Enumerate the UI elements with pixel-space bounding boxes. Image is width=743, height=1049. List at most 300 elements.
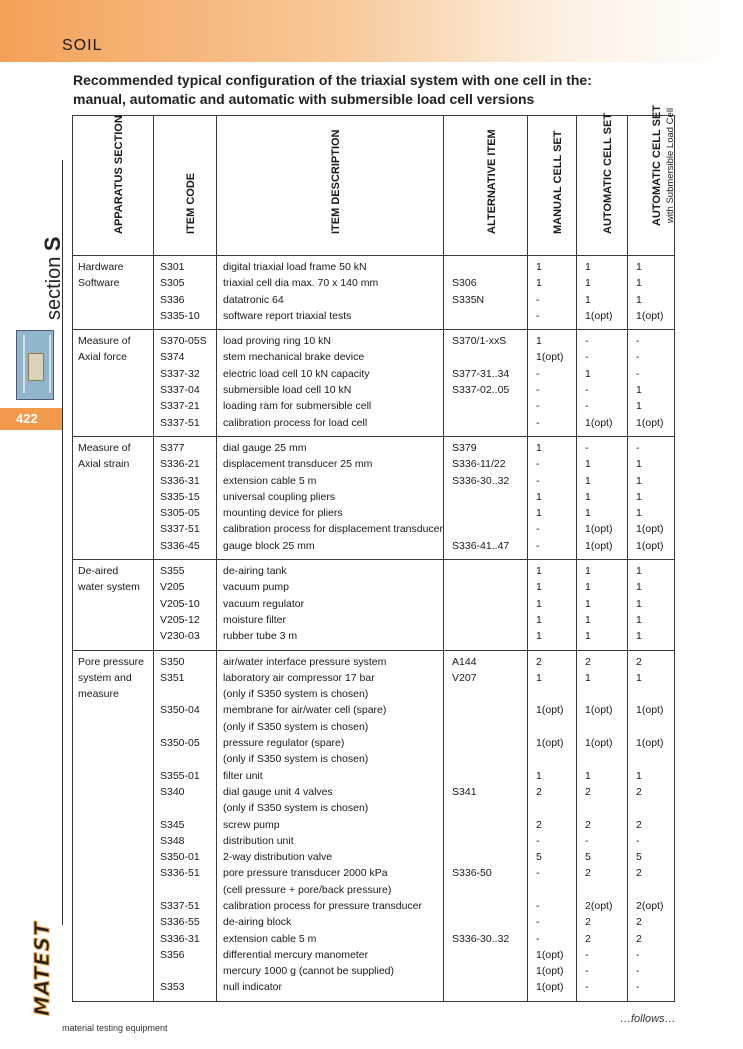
cell-manual: [528, 256, 577, 330]
cell-line: 1(opt): [536, 704, 564, 717]
cell-line: [452, 628, 527, 644]
cell-automatic: [577, 330, 628, 437]
cell-line: (only if S350 system is chosen): [223, 802, 369, 815]
cell-line: 1: [636, 581, 642, 594]
cell-line: Hardware: [78, 261, 124, 273]
cell-line: S377-31..34: [452, 367, 510, 380]
cell-line: S337-02..05: [452, 384, 510, 397]
cell-line: [452, 505, 527, 521]
cell-line: 1: [536, 613, 542, 626]
cell-line: 1: [636, 490, 642, 503]
cell-line: extension cable 5 m: [223, 932, 317, 945]
cell-line: S350-04: [160, 704, 200, 717]
cell-submersible: [628, 330, 675, 437]
cell-line: -: [585, 948, 589, 961]
cell-line: 1: [585, 261, 591, 273]
cell-line: Axial force: [78, 351, 128, 364]
cell-line: S335-15: [160, 490, 200, 503]
cell-line: pore pressure transducer 2000 kPa: [223, 867, 388, 880]
cell-line: [636, 751, 674, 767]
cell-line: de-airing block: [223, 916, 292, 929]
cell-line: 2: [636, 818, 642, 831]
table-row: [73, 436, 675, 559]
cell-line: S336-51: [160, 867, 200, 880]
cell-line: 1: [536, 490, 542, 503]
cell-line: S306: [452, 277, 477, 290]
cell-item-code: [154, 560, 217, 650]
cell-line: [452, 259, 527, 275]
cell-line: 1: [536, 277, 542, 290]
cell-line: -: [585, 834, 589, 847]
follows-note: …follows…: [620, 1013, 676, 1025]
cell-line: 1(opt): [636, 309, 664, 322]
cell-line: null indicator: [223, 981, 282, 994]
cell-line: 1: [636, 565, 642, 578]
cell-line: V207: [452, 671, 477, 684]
cell-line: -: [536, 867, 540, 880]
cell-line: [452, 849, 527, 865]
cell-line: [636, 882, 674, 898]
cell-line: [585, 719, 627, 735]
cell-line: -: [585, 441, 589, 454]
cell-line: S337-21: [160, 400, 200, 413]
cell-line: [636, 686, 674, 702]
cell-line: 1(opt): [585, 416, 613, 429]
cell-line: S348: [160, 834, 185, 847]
cell-line: displacement transducer 25 mm: [223, 458, 373, 471]
cell-line: 2: [585, 932, 591, 945]
cell-line: S355: [160, 565, 185, 578]
cell-line: 2: [585, 818, 591, 831]
cell-line: 2: [585, 785, 591, 798]
cell-line: [636, 800, 674, 816]
table-row: [73, 330, 675, 437]
cell-line: S370-05S: [160, 335, 207, 348]
cell-line: rubber tube 3 m: [223, 630, 298, 643]
cell-line: dial gauge 25 mm: [223, 441, 307, 454]
cell-line: [452, 563, 527, 579]
cell-line: 1: [636, 474, 642, 487]
cell-line: -: [585, 335, 589, 348]
cell-line: S355-01: [160, 769, 200, 782]
cell-line: -: [636, 948, 640, 961]
configuration-table: [72, 105, 677, 1002]
cell-line: S336-31: [160, 932, 200, 945]
cell-line: 1: [585, 565, 591, 578]
cell-section: [73, 560, 154, 650]
cell-line: S336-50: [452, 867, 492, 880]
cell-line: S379: [452, 441, 477, 454]
cell-line: stem mechanical brake device: [223, 351, 365, 364]
cell-line: 1: [536, 565, 542, 578]
cell-line: extension cable 5 m: [223, 474, 317, 487]
cell-line: vacuum pump: [223, 581, 289, 594]
cell-line: [452, 489, 527, 505]
cell-line: software report triaxial tests: [223, 309, 352, 322]
matest-logo: MATEST: [30, 921, 54, 1016]
cell-line: -: [636, 441, 640, 454]
cell-line: pressure regulator (spare): [223, 737, 345, 750]
cell-line: V205: [160, 581, 185, 594]
cell-line: S350-01: [160, 851, 200, 864]
cell-line: [452, 415, 527, 431]
cell-line: S350-05: [160, 737, 200, 750]
page-title: [73, 71, 693, 109]
cell-line: 1: [536, 597, 542, 610]
cell-automatic: [577, 560, 628, 650]
cell-line: 2(opt): [636, 899, 664, 912]
cell-line: 1: [636, 507, 642, 520]
cell-line: [452, 686, 527, 702]
cell-line: (cell pressure + pore/back pressure): [223, 883, 392, 896]
cell-line: 1(opt): [536, 981, 564, 994]
cell-line: S335-10: [160, 309, 200, 322]
cell-line: [160, 963, 216, 979]
cell-line: 1: [636, 671, 642, 684]
cell-line: -: [536, 384, 540, 397]
cell-line: S336-30..32: [452, 932, 510, 945]
col-automatic-submersible: AUTOMATIC CELL SET with Submersible Load Cell: [628, 116, 675, 256]
cell-line: -: [585, 400, 589, 413]
cell-line: 1: [636, 613, 642, 626]
cell-line: S336-11/22: [452, 458, 506, 471]
cell-line: 2: [585, 916, 591, 929]
cell-line: 1: [536, 335, 542, 348]
cell-line: S335N: [452, 293, 485, 306]
cell-line: [452, 914, 527, 930]
cell-line: 1: [585, 630, 591, 643]
cell-line: [452, 768, 527, 784]
cell-line: [452, 898, 527, 914]
cell-line: 1(opt): [636, 704, 664, 717]
cell-line: 1: [536, 769, 542, 782]
cell-line: submersible load cell 10 kN: [223, 384, 352, 397]
cell-line: -: [536, 523, 540, 536]
cell-line: -: [536, 539, 540, 552]
title-line-1: Recommended typical configuration of the triaxial system with one cell in the:: [73, 72, 592, 88]
cell-line: dial gauge unit 4 valves: [223, 785, 333, 798]
cell-line: 1: [585, 507, 591, 520]
cell-line: [160, 686, 216, 702]
cell-line: S337-04: [160, 384, 200, 397]
cell-submersible: [628, 436, 675, 559]
cell-item-code: [154, 650, 217, 1001]
triaxial-cell-photo: [16, 330, 54, 400]
cell-line: 1(opt): [536, 965, 564, 978]
cell-line: S336-41..47: [452, 539, 510, 552]
cell-line: S353: [160, 981, 185, 994]
cell-line: -: [636, 351, 640, 364]
cell-line: [536, 686, 576, 702]
cell-line: mercury 1000 g (cannot be supplied): [223, 965, 395, 978]
cell-line: 1: [636, 277, 642, 290]
cell-line: S351: [160, 671, 185, 684]
configuration-table-wrapper: [72, 105, 677, 1002]
cell-line: A144: [452, 655, 477, 668]
cell-line: [536, 800, 576, 816]
cell-line: 1: [585, 474, 591, 487]
table-row: [73, 256, 675, 330]
cell-line: (only if S350 system is chosen): [223, 688, 369, 701]
cell-manual: [528, 436, 577, 559]
cell-line: [452, 612, 527, 628]
cell-line: 1(opt): [536, 351, 564, 364]
cell-line: -: [536, 293, 540, 306]
cell-line: -: [536, 474, 540, 487]
cell-line: 1: [636, 769, 642, 782]
cell-line: Measure of: [78, 335, 131, 348]
cell-line: water system: [78, 581, 140, 594]
cell-line: 1: [636, 630, 642, 643]
cell-line: [452, 719, 527, 735]
cell-line: [160, 800, 216, 816]
cell-line: -: [536, 458, 540, 471]
cell-line: triaxial cell dia max. 70 x 140 mm: [223, 277, 379, 290]
cell-line: electric load cell 10 kN capacity: [223, 367, 370, 380]
cell-line: [452, 521, 527, 537]
cell-line: 1(opt): [585, 704, 613, 717]
cell-line: load proving ring 10 kN: [223, 335, 331, 348]
cell-line: 1(opt): [636, 737, 664, 750]
cell-line: moisture filter: [223, 613, 287, 626]
cell-line: gauge block 25 mm: [223, 539, 315, 552]
cell-line: [452, 596, 527, 612]
cell-item-code: [154, 256, 217, 330]
cell-line: S350: [160, 655, 185, 668]
cell-line: 1: [636, 293, 642, 306]
cell-line: S337-51: [160, 899, 200, 912]
cell-line: -: [636, 335, 640, 348]
cell-description: [217, 436, 444, 559]
cell-line: differential mercury manometer: [223, 948, 369, 961]
cell-line: De-aired: [78, 565, 119, 578]
cell-line: 1: [636, 458, 642, 471]
cell-line: 1: [636, 597, 642, 610]
cell-line: 1: [585, 490, 591, 503]
cell-line: 1: [585, 581, 591, 594]
cell-section: [73, 436, 154, 559]
cell-line: 1: [536, 261, 542, 273]
cell-line: -: [536, 916, 540, 929]
cell-line: [452, 349, 527, 365]
cell-line: [452, 751, 527, 767]
col-item-description: ITEM DESCRIPTION: [217, 116, 444, 256]
cell-line: air/water interface pressure system: [223, 655, 387, 668]
cell-line: 1: [585, 769, 591, 782]
cell-line: 2: [636, 867, 642, 880]
cell-alternative: [444, 436, 528, 559]
cell-description: [217, 560, 444, 650]
cell-line: -: [536, 416, 540, 429]
cell-description: [217, 330, 444, 437]
cell-line: 1: [636, 261, 642, 273]
cell-line: [452, 979, 527, 995]
cell-line: membrane for air/water cell (spare): [223, 704, 387, 717]
cell-line: S336: [160, 293, 185, 306]
cell-line: 1(opt): [536, 948, 564, 961]
cell-section: [73, 650, 154, 1001]
cell-line: 1: [636, 384, 642, 397]
cell-alternative: [444, 650, 528, 1001]
cell-line: S337-32: [160, 367, 200, 380]
cell-line: 1: [585, 293, 591, 306]
cell-line: -: [585, 384, 589, 397]
cell-line: screw pump: [223, 818, 280, 831]
title-line-2: manual, automatic and automatic with submersible load cell versions: [73, 91, 535, 107]
cell-line: 2-way distribution valve: [223, 851, 333, 864]
section-label: [40, 236, 66, 320]
cell-line: [452, 882, 527, 898]
cell-line: S374: [160, 351, 185, 364]
cell-line: 1: [536, 581, 542, 594]
cell-automatic: [577, 256, 628, 330]
cell-line: 5: [636, 851, 642, 864]
section-letter: S: [40, 236, 65, 252]
cell-line: 1: [636, 400, 642, 413]
cell-line: 1: [536, 671, 542, 684]
cell-section: [73, 256, 154, 330]
cell-line: 1: [585, 458, 591, 471]
cell-line: [160, 751, 216, 767]
cell-line: mounting device for pliers: [223, 507, 343, 520]
col-automatic-cell-set: AUTOMATIC CELL SET: [577, 116, 628, 256]
cell-manual: [528, 560, 577, 650]
cell-line: 1(opt): [636, 523, 664, 536]
cell-line: [160, 719, 216, 735]
col-apparatus-section: APPARATUS SECTION: [73, 116, 154, 256]
cell-line: [585, 800, 627, 816]
cell-line: S336-45: [160, 539, 200, 552]
cell-line: 2: [636, 916, 642, 929]
cell-line: S305: [160, 277, 185, 290]
cell-line: [585, 882, 627, 898]
cell-alternative: [444, 330, 528, 437]
table-row: [73, 560, 675, 650]
cell-line: 1: [536, 507, 542, 520]
cell-line: S336-21: [160, 458, 200, 471]
cell-line: 1(opt): [585, 523, 613, 536]
cell-line: [452, 800, 527, 816]
cell-line: S370/1-xxS: [452, 335, 507, 348]
cell-line: -: [636, 965, 640, 978]
cell-line: [452, 947, 527, 963]
cell-line: S336-30..32: [452, 474, 510, 487]
cell-line: -: [585, 981, 589, 994]
cell-line: universal coupling pliers: [223, 490, 336, 503]
cell-automatic: [577, 650, 628, 1001]
cell-line: -: [536, 400, 540, 413]
col-manual-cell-set: MANUAL CELL SET: [528, 116, 577, 256]
page-number: 422: [0, 408, 62, 430]
cell-line: distribution unit: [223, 834, 294, 847]
cell-line: 1(opt): [585, 539, 613, 552]
cell-line: 1(opt): [636, 416, 664, 429]
cell-line: [536, 751, 576, 767]
cell-line: [585, 686, 627, 702]
cell-line: filter unit: [223, 769, 263, 782]
cell-line: -: [585, 965, 589, 978]
cell-line: calibration process for displacement transducer: [223, 523, 444, 536]
cell-line: [452, 735, 527, 751]
cell-line: 2: [536, 818, 542, 831]
cell-line: [452, 579, 527, 595]
cell-line: [452, 308, 527, 324]
cell-line: 2(opt): [585, 899, 613, 912]
cell-manual: [528, 330, 577, 437]
cell-line: 2: [636, 932, 642, 945]
table-row: [73, 650, 675, 1001]
cell-line: V230-03: [160, 630, 200, 643]
cell-line: S305-05: [160, 507, 200, 520]
cell-line: 2: [536, 655, 542, 668]
cell-line: 1: [585, 277, 591, 290]
cell-line: [452, 702, 527, 718]
cell-automatic: [577, 436, 628, 559]
cell-line: [452, 833, 527, 849]
cell-line: 2: [536, 785, 542, 798]
cell-line: S345: [160, 818, 185, 831]
cell-line: -: [536, 834, 540, 847]
cell-line: S340: [160, 785, 185, 798]
cell-line: [536, 882, 576, 898]
cell-line: [636, 719, 674, 735]
cell-line: 5: [585, 851, 591, 864]
cell-line: 2: [585, 867, 591, 880]
cell-line: [536, 719, 576, 735]
table-header-row: [73, 116, 675, 256]
cell-submersible: [628, 560, 675, 650]
cell-line: vacuum regulator: [223, 597, 305, 610]
cell-line: (only if S350 system is chosen): [223, 720, 369, 733]
cell-line: 1: [585, 671, 591, 684]
cell-line: [160, 882, 216, 898]
cell-line: -: [536, 367, 540, 380]
cell-line: system and: [78, 671, 132, 684]
cell-line: 5: [536, 851, 542, 864]
cell-line: S341: [452, 785, 477, 798]
cell-line: de-airing tank: [223, 565, 287, 578]
cell-line: V205-12: [160, 613, 200, 626]
cell-line: Axial strain: [78, 458, 130, 471]
col-item-code: ITEM CODE: [154, 116, 217, 256]
cell-line: S337-51: [160, 523, 200, 536]
cell-line: digital triaxial load frame 50 kN: [223, 261, 367, 273]
cell-submersible: [628, 256, 675, 330]
cell-line: loading ram for submersible cell: [223, 400, 372, 413]
cell-line: Measure of: [78, 441, 131, 454]
cell-line: laboratory air compressor 17 bar: [223, 671, 375, 684]
footer-tagline: material testing equipment: [62, 1023, 168, 1033]
cell-line: 1: [536, 630, 542, 643]
cell-line: [452, 963, 527, 979]
cell-line: 1(opt): [536, 737, 564, 750]
section-header: SOIL: [62, 37, 103, 54]
cell-line: S377: [160, 441, 185, 454]
cell-description: [217, 650, 444, 1001]
cell-item-code: [154, 330, 217, 437]
cell-line: [585, 751, 627, 767]
cell-description: [217, 256, 444, 330]
cell-line: 1: [536, 441, 542, 454]
cell-line: 1(opt): [585, 309, 613, 322]
cell-line: V205-10: [160, 597, 200, 610]
cell-line: 2: [636, 785, 642, 798]
cell-line: -: [536, 309, 540, 322]
cell-line: 1(opt): [585, 737, 613, 750]
cell-line: calibration process for load cell: [223, 416, 368, 429]
col-alternative-item: ALTERNATIVE ITEM: [444, 116, 528, 256]
cell-line: 2: [585, 655, 591, 668]
